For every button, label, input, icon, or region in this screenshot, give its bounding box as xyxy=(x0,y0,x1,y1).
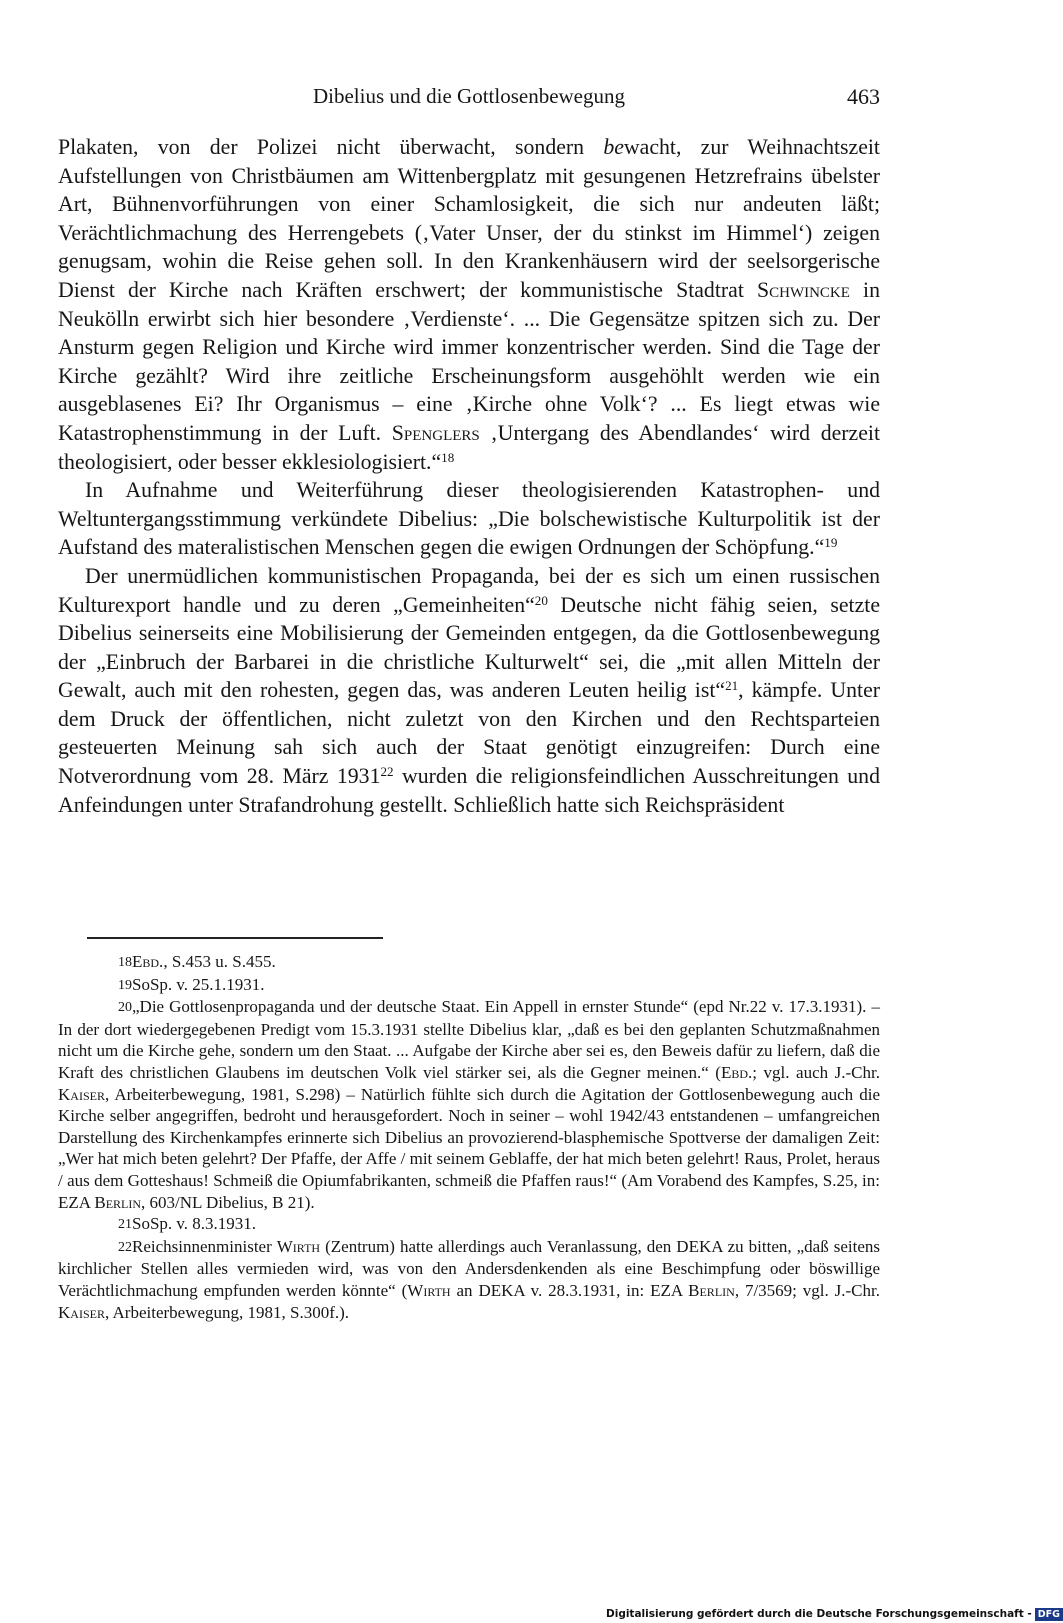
dfg-logo: DFG xyxy=(1035,1608,1063,1621)
body-text xyxy=(58,133,880,819)
footnote-number: 21 xyxy=(118,1217,132,1233)
footnote-number: 19 xyxy=(118,977,132,993)
footnotes xyxy=(58,951,880,1323)
person-name: Schwincke xyxy=(756,277,850,302)
running-header xyxy=(58,84,880,114)
paragraph-2: In Aufnahme und Weiterführung dieser theologisierenden Katastrophen- und Weltuntergangsstimmung verkündete Dibelius: „Die bolschewistische Kulturpolitik ist der Aufstand des materalistischen Menschen gegen die ewigen Ordnungen der Schöpfung.“$^{19}$ xyxy=(58,478,880,560)
digitization-credit xyxy=(606,1605,1060,1623)
page-number: 463 xyxy=(847,84,880,109)
footnote-18: 18Ebd., S.453 u. S.455. xyxy=(58,951,880,974)
footnote-number: 22 xyxy=(118,1239,132,1255)
footnote-ref: 21 xyxy=(725,678,739,694)
footnote-20: 20„Die Gottlosenpropaganda und der deutsche Staat. Ein Appell in ernster Stunde“ (epd Nr.22 v. 17.3.1931). – In der dort wiedergegebenen Predigt vom 15.3.1931 stellte Dibelius klar, „daß es bei den geplanten Schutzmaßnahmen nicht um die Kirche gehe, sondern um den Staat. ... Aufgabe der Kirche aber sei es, den Beweis dafür zu liefern, daß die Kraft des christlichen Glaubens im deutschen Volk viel stärker sei, als die Gegner meinen.“ (Ebd.; vgl. auch J.-Chr. Kaiser, Arbeiterbewegung, 1981, S.298) – Natürlich fühlte sich durch die Agitation der Gottlosenbewegung auch die Kirche selber angegriffen, bedroht und herausgefordert. Noch in seiner – wohl 1942/43 entstandenen – umfangreichen Darstellung des Kirchenkampfes erinnerte sich Dibelius an provozierend-blasphemische Spottverse der damaligen Zeit: „Wer hat mich beten gelehrt? Der Pfaffe, der Affe / mit seinem Geblaffe, der hat mich beten gelehrt! Raus, Prolet, heraus / aus dem Gotteshaus! Schmeiß die Opiumfabrikanten, schmeiß die Pfaffen raus!“ (Am Vorabend des Kampfes, S.25, in: EZA Berlin, 603/NL Dibelius, B 21). xyxy=(58,997,880,1212)
emphasis: be xyxy=(603,135,624,159)
running-title: Dibelius und die Gottlosenbewegung xyxy=(312,84,626,108)
paragraph-3: Der unermüdlichen kommunistischen Propaganda, bei der es sich um einen russischen Kulturexport handle und zu deren „Gemeinheiten“$^{20}$ Deutsche nicht fähig seien, setzte Dibelius seinerseits eine Mobilisierung der Gemeinden entgegen, da die Gottlosenbewegung der „Einbruch der Barbarei in die christliche Kulturwelt“ sei, die „mit allen Mitteln der Gewalt, auch mit den rohesten, gegen das, was anderen Leuten heilig ist“$^{21}$, kämpfe. Unter dem Druck der öffentlichen, nicht zuletzt von den Kirchen und den Rechtsparteien gesteuerten Meinung sah sich auch der Staat genötigt einzugreifen: Durch eine Notverordnung vom 28. März 1931$^{22}$ wurden die religionsfeindlichen Ausschreitungen und Anfeindungen unter Strafandrohung gestellt. Schließlich hatte sich Reichspräsident xyxy=(58,563,880,817)
credit-text: Digitalisierung gefördert durch die Deutsche Forschungsgemeinschaft - xyxy=(606,1608,1032,1620)
footnote-22: 22Reichsinnenminister Wirth (Zentrum) hatte allerdings auch Veranlassung, den DEKA zu bitten, „daß seitens kirchlicher Stellen alles vermieden wird, was von den Andersdenkenden als eine Beschimpfung oder böswillige Verächtlichmachung empfunden werden könnte“ (Wirth an DEKA v. 28.3.1931, in: EZA Berlin, 7/3569; vgl. J.-Chr. Kaiser, Arbeiterbewegung, 1981, S.300f.). xyxy=(58,1236,880,1322)
footnote-ref: 20 xyxy=(534,592,548,608)
person-name: Spenglers xyxy=(391,420,480,445)
footnote-number: 18 xyxy=(118,955,132,970)
footnote-ref: 22 xyxy=(380,763,394,779)
footnote-number: 20 xyxy=(118,1000,132,1016)
footnote-21: 21SoSp. v. 8.3.1931. xyxy=(58,1213,880,1236)
footnote-divider xyxy=(87,937,383,939)
paragraph-1: Plakaten, von der Polizei nicht überwacht, sondern bewacht, zur Weihnachtszeit Aufstellungen von Christbäumen am Wittenbergplatz mit gesungenen Hetzrefrains übelster Art, Bühnenvorführungen von einer Schamlosigkeit, die sich nur andeuten läßt; Verächtlichmachung des Herrengebets (‚Vater Unser, der du stinkst im Himmel‘) zeigen genugsam, wohin die Reise gehen soll. In den Krankenhäusern wird der seelsorgerische Dienst der Kirche nach Kräften erschwert; der kommunistische Stadtrat Schwincke in Neukölln erwirbt sich hier besondere ‚Verdienste‘. ... Die Gegensätze spitzen sich zu. Der Ansturm gegen Religion und Kirche wird immer konzentrischer werden. Sind die Tage der Kirche gezählt? Wird ihre zeitliche Erscheinungsform ausgehöhlt werden wie ein ausgeblasenes Ei? Ihr Organismus – eine ‚Kirche ohne Volk‘? ... Es liegt etwas wie Katastrophenstimmung in der Luft. Spenglers ‚Untergang des Abendlandes‘ wird derzeit theologisiert, oder besser ekklesiologisiert.“$^{18}$ xyxy=(58,135,881,474)
footnote-ref: 18 xyxy=(441,449,455,465)
footnote-19: 19SoSp. v. 25.1.1931. xyxy=(58,974,880,997)
footnote-ref: 19 xyxy=(824,535,838,551)
